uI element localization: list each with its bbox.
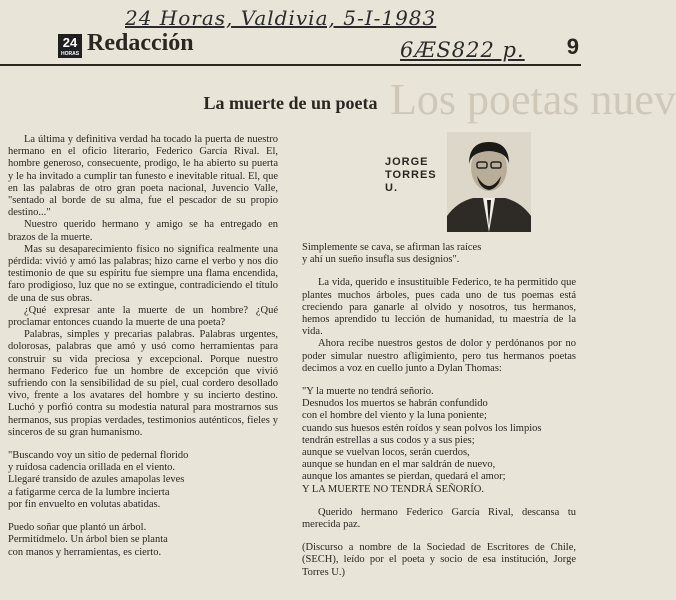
- verse-line: "Y la muerte no tendrá señorío.: [302, 386, 434, 398]
- article-title: La muerte de un poeta: [203, 93, 378, 113]
- verse-line: Y LA MUERTE NO TENDRÁ SEÑORÍO.: [302, 483, 484, 495]
- verse-line: con el hombre del viento y la luna poniente;: [302, 410, 487, 422]
- author-photo: [447, 132, 531, 232]
- verse-line: Llegaré transido de azules amapolas leves: [8, 474, 185, 486]
- verse-line: a fatigarme cerca de la lumbre incierta: [8, 486, 170, 498]
- article-column-right: [302, 242, 576, 579]
- paragraph: ¿Qué expresar ante la muerte de un hombre? ¿Qué proclamar entonces cuando la muerte de una poeta?: [8, 304, 278, 329]
- newspaper-logo: [58, 34, 82, 58]
- paragraph: Mas su desaparecimiento físico no significa realmente una pérdida: vivió y amó las palabras; hizo carne el verbo y nos dio testimonio de que su espíritu fue siempre una flama encendida, faro prodigioso, luz que no se extingue, contradiciendo el título de una de sus obras.: [8, 243, 278, 304]
- verse-line: cuando sus huesos estén roídos y sean polvos los limpios: [302, 422, 542, 434]
- verse-line: "Buscando voy un sitio de pedernal florido: [8, 450, 189, 462]
- paragraph: Ahora recibe nuestros gestos de dolor y perdónanos por no poder simular nuestro afligimiento, pero tus hermanos poetas decimos a voz en cuello junto a Dylan Thomas:: [302, 338, 576, 374]
- page-number: 9: [566, 34, 579, 59]
- verse-line: Puedo soñar que plantó un árbol.: [8, 522, 147, 534]
- verse-line: Desnudos los muertos se habrán confundido: [302, 398, 488, 410]
- verse-line: aunque se vuelvan locos, serán cuerdos,: [302, 447, 470, 459]
- verse-line: aunque los amantes se pierdan, quedará el amor;: [302, 471, 506, 483]
- paragraph: Nuestro querido hermano y amigo se ha entregado en brazos de la muerte.: [8, 219, 278, 243]
- verse-line: Permitídmelo. Un árbol bien se planta: [8, 534, 168, 546]
- verse-line: y ruidosa cadencia orillada en el viento.: [8, 462, 176, 474]
- logo-number: 24: [62, 35, 78, 50]
- paragraph: Querido hermano Federico García Rival, descansa tu merecida paz.: [302, 506, 576, 531]
- verse-line: y ahí un sueño insufla sus designios".: [302, 254, 460, 266]
- handwritten-date-note: 24 Horas, Valdivia, 5-I-1983: [125, 6, 437, 30]
- verse-line: aunque se hundan en el mar saldrán de nuevo,: [302, 459, 496, 471]
- header-rule: [0, 64, 581, 66]
- byline-line: TORRES: [385, 169, 437, 181]
- section-title: Redacción: [87, 30, 194, 56]
- byline-line: JORGE: [385, 156, 429, 168]
- logo-subtext: HORAS: [60, 51, 80, 57]
- verse-line: Simplemente se cava, se afirman las raíces: [302, 242, 482, 253]
- handwritten-clipping-code: 6ÆS822 p.: [400, 38, 525, 62]
- paragraph: La última y definitiva verdad ha tocado la puerta de nuestro hermano en el oficio literario, Federico García Rival. El, hombre generoso, consecuente, prodigo, le ha abierto su puerta y le ha invitado a cumplir tan funesto e inevitable ritual. El, que en las palabras de otro gran poeta nacional, Juvencio Valle, "sentado al borde de su alma, fue el pescador de su propio destino...": [8, 134, 278, 219]
- closing-note: (Discurso a nombre de la Sociedad de Escritores de Chile, (SECH), leído por el poeta y socio de esa institución, Jorge Torres U.): [302, 542, 576, 578]
- author-byline: [385, 156, 437, 195]
- article-column-left: [8, 134, 278, 559]
- byline-line: U.: [385, 182, 398, 194]
- verse-line: tendrán estrellas a sus codos y a sus pies;: [302, 434, 475, 446]
- background-bleed-text: Los poetas nuev: [390, 75, 676, 124]
- paragraph: Palabras, simples y precarias palabras. Palabras urgentes, dolorosas, palabras que amó y usó como herramientas para construir su vida preciosa y excepcional. Porque nuestro hermano Federico fue un hombre de excepción que vivió sufriendo con la sensibilidad de su piel, cual cordero desollado vivo, frente a los avatares del hombre y su incierto destino. Luchó y porfió contra su modestia natural para mostrarnos sus hermanos, sus propias verdades, testimonios auténticos, fieles y sinceros de su gran humanismo.: [8, 329, 278, 438]
- verse-line: por fin envuelto en volutas abatidas.: [8, 498, 161, 510]
- verse-line: con manos y herramientas, es cierto.: [8, 546, 162, 558]
- paragraph: La vida, querido e insustituible Federico, te ha permitido que plantes muchos árboles, pues cada uno de tus poemas está creciendo para ganarle al olvido y nosotros, tus hermanos, hemos aprendido tu lección de humanidad, tu maestría de la vida.: [302, 277, 576, 338]
